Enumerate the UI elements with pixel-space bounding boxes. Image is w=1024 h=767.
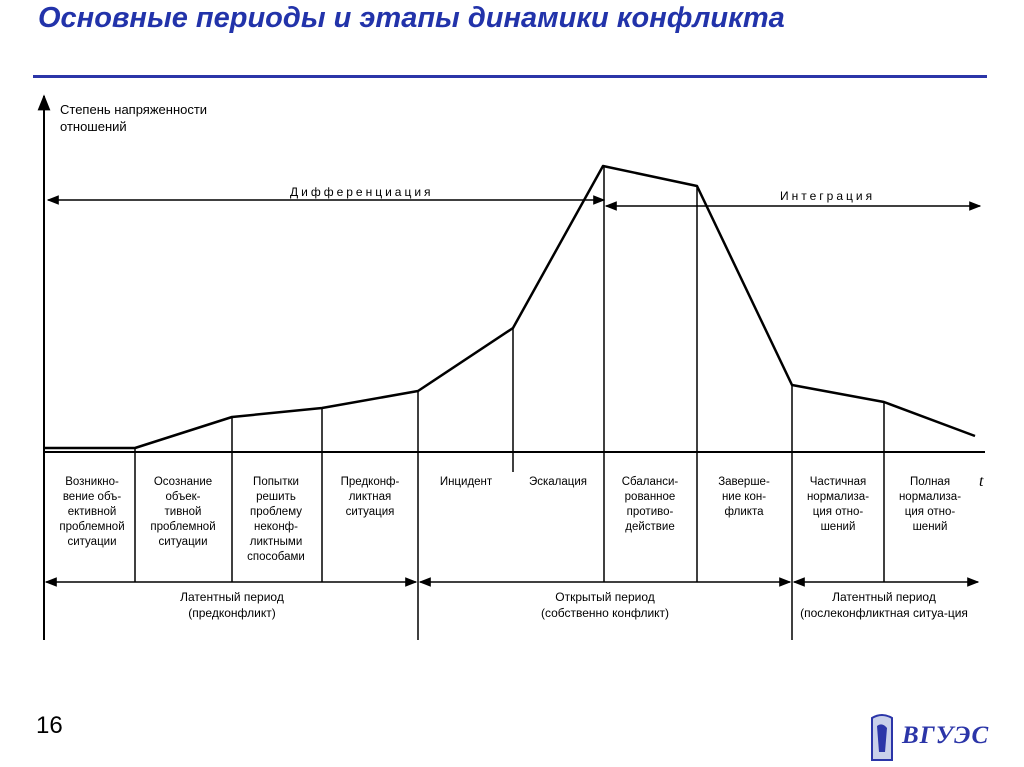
page-number: 16 (36, 712, 63, 739)
stage-label-6: Эскалация (528, 476, 588, 488)
stage-label-10: Полная нормализа-ция отно-шений (898, 476, 962, 533)
integration-label: Интеграция (780, 189, 876, 203)
period-labels (180, 590, 968, 620)
stage-labels (59, 476, 961, 563)
stage-label-2: Осознание объек-тивной проблемной ситуации (150, 476, 216, 548)
university-logo (862, 712, 992, 764)
stage-label-5: Инцидент (439, 476, 493, 488)
y-axis-label-line1: Степень напряженности (60, 102, 208, 117)
y-axis-label-line2: отношений (60, 119, 127, 134)
slide-title: Основные периоды и этапы динамики конфликта (38, 2, 785, 34)
stage-label-3: Попытки решить проблему неконф-ликтными способами (247, 476, 305, 563)
stage-label-8: Заверше-ние кон-фликта (718, 476, 770, 518)
logo-text: ВГУЭС (902, 722, 990, 749)
emblem-icon (862, 712, 902, 764)
stage-label-9: Частичная нормализа-ция отно-шений (806, 476, 870, 533)
period-label-latent-post: Латентный период (послеконфликтная ситуа-ция (800, 590, 968, 620)
tension-curve (44, 166, 975, 448)
period-label-latent-pre: Латентный период (предконфликт) (180, 590, 284, 620)
x-axis-label: t (979, 473, 984, 490)
stage-label-4: Предконф-ликтная ситуация (340, 476, 400, 518)
stage-dividers (135, 166, 884, 640)
stage-label-1: Возникно-вение объ-ективной проблемной ситуации (59, 476, 125, 548)
period-label-open: Открытый период (собственно конфликт) (540, 590, 670, 620)
differentiation-label: Дифференциация (290, 185, 434, 199)
stage-label-7: Сбаланси-рованное противо-действие (621, 476, 679, 533)
